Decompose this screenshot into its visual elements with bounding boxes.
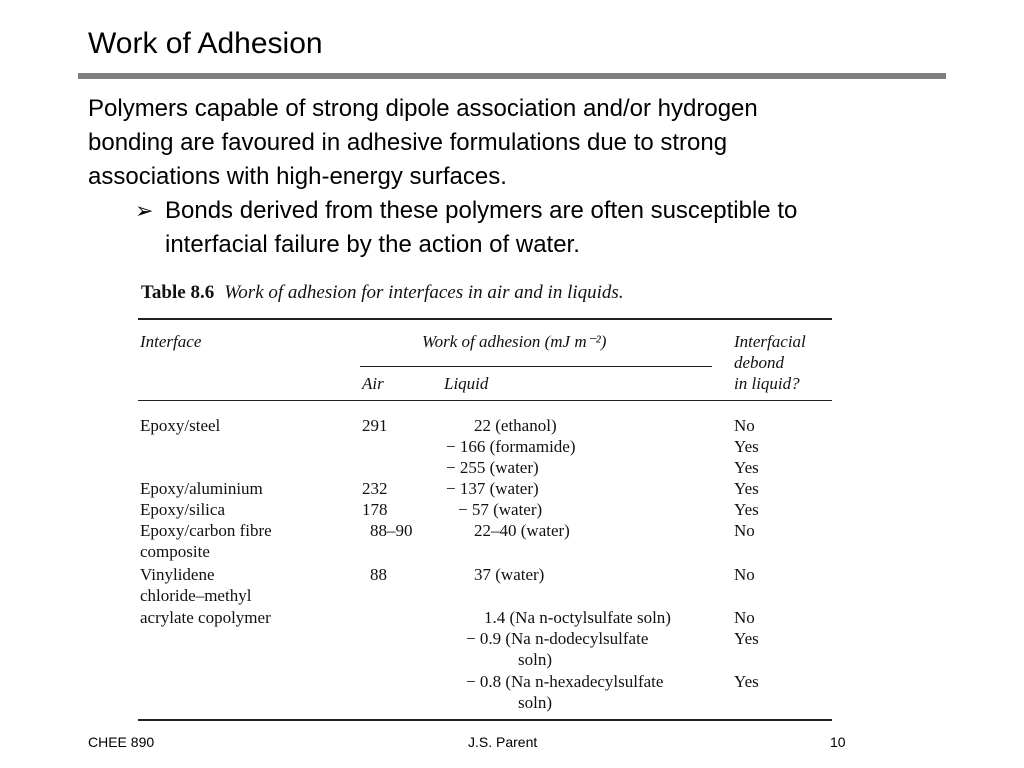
cell-interface: Vinylidene (140, 565, 215, 584)
paragraph-line: Polymers capable of strong dipole association and/or hydrogen (88, 95, 758, 122)
header-air: Air (362, 374, 384, 393)
cell-air: 88–90 (370, 521, 413, 540)
cell-air: 178 (362, 500, 388, 519)
cell-debond: Yes (734, 458, 759, 477)
cell-liquid: − 0.9 (Na n-dodecylsulfate (466, 629, 649, 648)
cell-air: 88 (370, 565, 387, 584)
header-bottom-rule (138, 400, 832, 401)
cell-interface: composite (140, 542, 210, 561)
header-debond-line: debond (734, 353, 785, 372)
paragraph-line: bonding are favoured in adhesive formulations due to strong (88, 129, 728, 156)
cell-liquid: − 137 (water) (446, 479, 539, 498)
table-caption-text: Work of adhesion for interfaces in air and in liquids. (224, 282, 624, 303)
cell-debond: No (734, 521, 755, 540)
table-top-rule (138, 318, 832, 320)
cell-liquid: 22 (ethanol) (474, 416, 557, 435)
cell-liquid: − 57 (water) (458, 500, 543, 519)
cell-debond: Yes (734, 437, 759, 456)
cell-interface: Epoxy/steel (140, 416, 221, 435)
cell-air: 232 (362, 479, 388, 498)
cell-liquid: 22–40 (water) (474, 521, 570, 540)
cell-liquid: 37 (water) (474, 565, 545, 584)
table-bottom-rule (138, 719, 832, 721)
cell-interface: acrylate copolymer (140, 608, 271, 627)
cell-debond: Yes (734, 479, 759, 498)
bullet-item (135, 194, 938, 262)
cell-liquid: − 0.8 (Na n-hexadecylsulfate (466, 672, 664, 691)
adhesion-table-figure (138, 278, 838, 726)
table-number: Table 8.6 (141, 282, 215, 303)
footer-author: J.S. Parent (468, 734, 538, 750)
title-underline (78, 73, 946, 79)
cell-interface: chloride–methyl (140, 586, 252, 605)
cell-debond: Yes (734, 672, 759, 691)
header-debond-line: in liquid? (734, 374, 800, 393)
slide-title: Work of Adhesion (88, 27, 323, 60)
cell-liquid: soln) (518, 693, 552, 712)
arrow-bullet-icon: ➢ (135, 198, 154, 223)
header-liquid: Liquid (444, 374, 489, 393)
cell-liquid: − 166 (formamide) (446, 437, 576, 456)
cell-liquid: soln) (518, 650, 552, 669)
cell-debond: Yes (734, 500, 759, 519)
header-sub-rule (360, 366, 712, 367)
table-caption (141, 282, 624, 304)
footer-course: CHEE 890 (88, 734, 155, 750)
cell-debond: No (734, 608, 755, 627)
footer-page-number: 10 (830, 734, 846, 750)
cell-liquid: 1.4 (Na n-octylsulfate soln) (484, 608, 671, 627)
cell-debond: Yes (734, 629, 759, 648)
header-debond-line: Interfacial (734, 332, 806, 351)
cell-interface: Epoxy/silica (140, 500, 225, 519)
intro-paragraph (88, 92, 938, 194)
header-work-of-adhesion: Work of adhesion (mJ m⁻²) (422, 332, 607, 351)
cell-interface: Epoxy/carbon fibre (140, 521, 272, 540)
cell-debond: No (734, 565, 755, 584)
bullet-line: interfacial failure by the action of water. (165, 231, 580, 258)
slide-body (88, 92, 938, 262)
bullet-line: Bonds derived from these polymers are often susceptible to (165, 197, 798, 224)
header-interface: Interface (140, 332, 202, 351)
cell-air: 291 (362, 416, 388, 435)
paragraph-line: associations with high-energy surfaces. (88, 163, 507, 190)
cell-debond: No (734, 416, 755, 435)
cell-liquid: − 255 (water) (446, 458, 539, 477)
cell-interface: Epoxy/aluminium (140, 479, 263, 498)
